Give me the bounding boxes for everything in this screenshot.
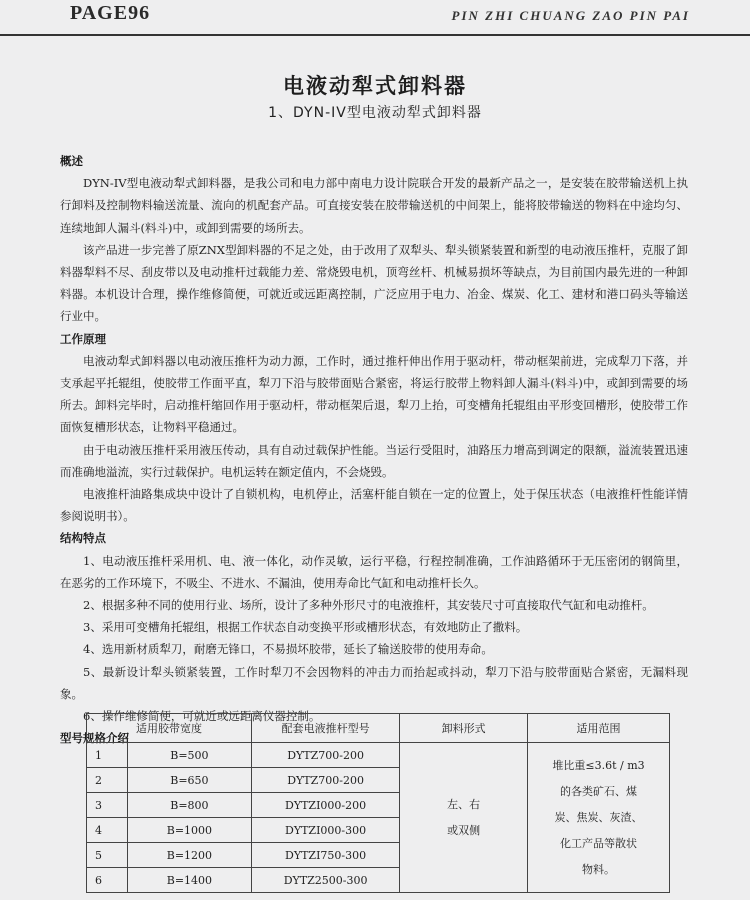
scope [528, 743, 670, 893]
push-rod-model: DYTZ2500-300 [252, 868, 400, 893]
belt-width: B=1200 [127, 843, 251, 868]
feature-item: 6、操作维修简便，可就近或远距离仪器控制。 [83, 709, 321, 724]
document-title: 电液动犁式卸料器 [283, 74, 467, 98]
push-rod-model: DYTZI000-300 [252, 818, 400, 843]
header-discharge-form: 卸料形式 [400, 714, 528, 743]
section-heading-specs: 型号规格介绍 [60, 731, 129, 746]
row-number: 6 [87, 868, 128, 893]
scope-text: 堆比重≤3.6t / m3 的各类矿石、煤 炭、焦炭、灰渣、 化工产品等散状 物料。 [552, 758, 645, 876]
discharge-form-text: 左、右 或双侧 [447, 797, 481, 837]
table-row [87, 743, 670, 768]
belt-width: B=500 [127, 743, 251, 768]
feature-item: 5、最新设计犁头锁紧装置，工作时犁刀不会因物料的冲击力而抬起或抖动，犁刀下沿与胶带面贴合紧密，无漏料现象。 [60, 664, 688, 701]
section-heading-overview: 概述 [60, 154, 83, 168]
belt-width: B=650 [127, 768, 251, 793]
discharge-form [400, 743, 528, 893]
push-rod-model: DYTZ700-200 [252, 768, 400, 793]
feature-item: 4、选用新材质犁刀，耐磨无锋口，不易损坏胶带，延长了输送胶带的使用寿命。 [83, 642, 493, 657]
document-body [60, 150, 688, 749]
principle-paragraph: 电液动犁式卸料器以电动液压推杆为动力源，工作时，通过推杆伸出作用于驱动杆，带动框架前进，完成犁刀下落，并支承起平托辊组，使胶带工作面平直，犁刀下沿与胶带面贴合紧密，将运行胶带上物料卸人漏斗(料斗)中，或卸到需要的场所去。卸料完毕时，启动推杆缩回作用于驱动杆，带动框架后退，犁刀上抬，可变槽角托辊组由平形变回槽形，使胶带工作面恢复槽形状态，让物料平稳通过。 [60, 353, 688, 435]
belt-width: B=1400 [127, 868, 251, 893]
brand-slogan: PIN ZHI CHUANG ZAO PIN PAI [451, 8, 690, 23]
header-push-rod-model: 配套电液推杆型号 [252, 714, 400, 743]
overview-paragraph: DYN-IV型电液动犁式卸料器，是我公司和电力部中南电力设计院联合开发的最新产品之一，是安装在胶带输送机上执行卸料及控制物料输送流量、流向的机配套产品。可直接安装在胶带输送机的中间架上，能将胶带输送的物料在中途均匀、连续地卸人漏斗(料斗)中，或卸到需要的场所去。 [60, 176, 688, 235]
row-number: 5 [87, 843, 128, 868]
principle-paragraph: 电液推杆油路集成块中设计了自锁机构，电机停止，活塞杆能自锁在一定的位置上，处于保压状态（电液推杆性能详情参阅说明书）。 [60, 487, 688, 524]
page-header [0, 0, 750, 36]
principle-paragraph: 由于电动液压推杆采用液压传动，具有自动过载保护性能。当运行受阻时，油路压力增高到调定的限额，溢流装置迅速而准确地溢流，实行过载保护。电机运转在额定值内，不会烧毁。 [60, 442, 688, 479]
section-heading-features: 结构特点 [60, 531, 106, 546]
belt-width: B=1000 [127, 818, 251, 843]
spec-table [86, 713, 670, 893]
feature-item: 2、根据多种不同的使用行业、场所，设计了多种外形尺寸的电液推杆，其安装尺寸可直接取代气缸和电动推杆。 [83, 598, 654, 613]
row-number: 3 [87, 793, 128, 818]
push-rod-model: DYTZI750-300 [252, 843, 400, 868]
feature-item: 3、采用可变槽角托辊组，根据工作状态自动变换平形或槽形状态，有效地防止了撒料。 [83, 620, 528, 635]
section-heading-principle: 工作原理 [60, 331, 106, 346]
header-belt-width: 适用胶带宽度 [87, 714, 252, 743]
overview-paragraph: 该产品进一步完善了原ZNX型卸料器的不足之处，由于改用了双犁头、犁头锁紧装置和新型的电动液压推杆，克服了卸料器犁料不尽、刮皮带以及电动推杆过载能力差、常烧毁电机，顶弯丝杆、机械易损坏等缺点，为目前国内最先进的一种卸料器。本机设计合理，操作维修简便，可就近或远距离控制，广泛应用于电力、冶金、煤炭、化工、建材和港口码头等输送行业中。 [60, 242, 688, 324]
header-scope: 适用范围 [528, 714, 670, 743]
belt-width: B=800 [127, 793, 251, 818]
row-number: 2 [87, 768, 128, 793]
row-number: 1 [87, 743, 128, 768]
feature-item: 1、电动液压推杆采用机、电、液一体化，动作灵敏，运行平稳，行程控制准确，工作油路循环于无压密闭的钢筒里，在恶劣的工作环境下，不吸尘、不进水、不漏油，使用寿命比气缸和电动推杆长久。 [60, 553, 688, 590]
push-rod-model: DYTZ700-200 [252, 743, 400, 768]
page-number: PAGE96 [70, 2, 151, 24]
document-subtitle: 1、DYN-IV型电液动犁式卸料器 [268, 105, 482, 121]
push-rod-model: DYTZI000-200 [252, 793, 400, 818]
row-number: 4 [87, 818, 128, 843]
table-header-row [87, 714, 670, 743]
